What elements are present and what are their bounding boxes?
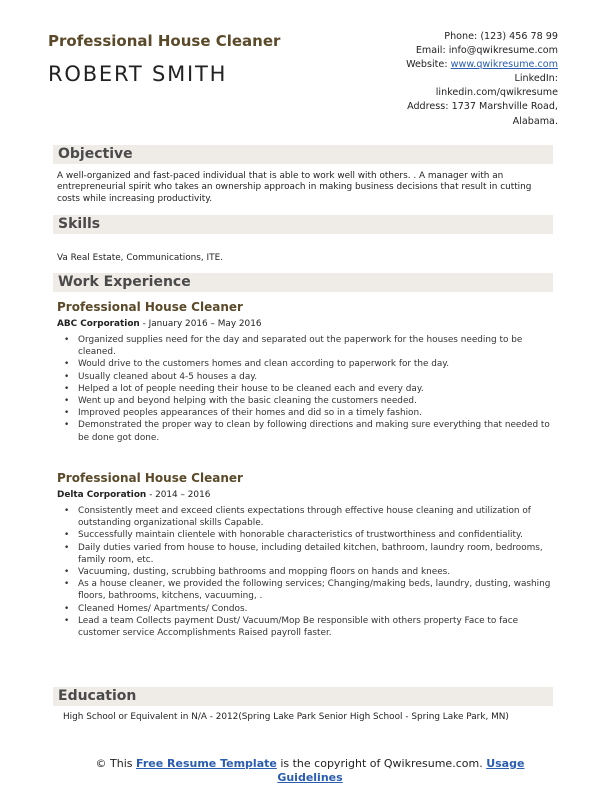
section-title: Work Experience — [58, 274, 191, 290]
work-experience-section-header — [53, 273, 553, 292]
free-resume-template-link[interactable]: Free Resume Template — [136, 757, 277, 770]
section-title: Skills — [58, 216, 101, 232]
contact-website: Website: www.qwikresume.com — [406, 59, 558, 71]
skills-text: Va Real Estate, Communications, ITE. — [57, 253, 224, 263]
job-company-2: Delta Corporation - 2014 – 2016 — [57, 490, 211, 500]
list-item: • Went up and beyond helping with the basic cleaning the customers needed. — [64, 395, 551, 407]
contact-linkedin-label: LinkedIn: — [514, 73, 558, 85]
education-text: High School or Equivalent in N/A - 2012(Spring Lake Park Senior High School - Spring Lake Park, MN) — [63, 712, 509, 722]
list-item: • Vacuuming, dusting, scrubbing bathrooms and mopping floors on hands and knees. — [64, 566, 551, 578]
list-item: • Helped a lot of people needing their house to be cleaned each and every day. — [64, 383, 551, 395]
contact-block — [348, 30, 558, 129]
objective-section-header — [53, 145, 553, 164]
resume-header — [48, 30, 558, 125]
candidate-name: ROBERT SMITH — [48, 62, 228, 86]
contact-phone: Phone: (123) 456 78 99 — [444, 31, 558, 42]
copyright-footer: © This Free Resume Template is the copyright of Qwikresume.com. Usage Guidelines — [95, 757, 525, 784]
list-item: • Would drive to the customers homes and clean according to paperwork for the day. — [64, 358, 551, 370]
job-title-1: Professional House Cleaner — [57, 300, 243, 314]
list-item: • Organized supplies need for the day and separated out the paperwork for the houses needing to be cleaned. — [64, 334, 551, 358]
objective-text: A well-organized and fast-paced individual that is able to work well with others. . A manager with an entrepreneurial spirit who takes an ownership approach in making business decisions that result in cutting costs while increasing productivity. — [57, 171, 532, 204]
job-bullets-1 — [64, 334, 551, 444]
job-title-2: Professional House Cleaner — [57, 471, 243, 485]
list-item: • Consistently meet and exceed clients expectations through effective house cleaning and utilization of outstanding organizational skills Capable. — [64, 505, 551, 529]
website-link[interactable]: www.qwikresume.com — [450, 59, 558, 71]
job-bullets-2 — [64, 505, 551, 639]
list-item: • Lead a team Collects payment Dust/ Vacuum/Mop Be responsible with others property Face to face customer service Accomplishments Raised payroll faster. — [64, 615, 551, 639]
education-section-header — [53, 687, 553, 706]
list-item: • Daily duties varied from house to house, including detailed kitchen, bathroom, laundry room, bedrooms, family room, etc. — [64, 542, 551, 566]
section-title: Education — [58, 688, 137, 704]
list-item: • Successfully maintain clientele with honorable characteristics of trustworthiness and confidentiality. — [64, 529, 551, 541]
job-title: Professional House Cleaner — [48, 32, 281, 50]
skills-section-header — [53, 215, 553, 234]
list-item: • Demonstrated the proper way to clean by following directions and making sure everything that needed to be done got done. — [64, 419, 551, 443]
section-title: Objective — [58, 146, 133, 162]
job-company-1: ABC Corporation - January 2016 – May 2016 — [57, 319, 262, 329]
list-item: • Cleaned Homes/ Apartments/ Condos. — [64, 603, 551, 615]
contact-linkedin: linkedin.com/qwikresume — [435, 87, 558, 99]
usage-guidelines-link[interactable]: Usage Guidelines — [277, 757, 525, 784]
contact-address-line2: Alabama. — [512, 115, 558, 127]
contact-address: Address: 1737 Marshville Road, — [407, 101, 558, 113]
contact-email: Email: info@qwikresume.com — [415, 45, 558, 57]
list-item: • Improved peoples appearances of their homes and did so in a timely fashion. — [64, 407, 551, 419]
list-item: • As a house cleaner, we provided the following services; Changing/making beds, laundry, dusting, washing floors, bathrooms, kitchens, vacuuming, . — [64, 578, 551, 602]
list-item: • Usually cleaned about 4-5 houses a day. — [64, 371, 551, 383]
